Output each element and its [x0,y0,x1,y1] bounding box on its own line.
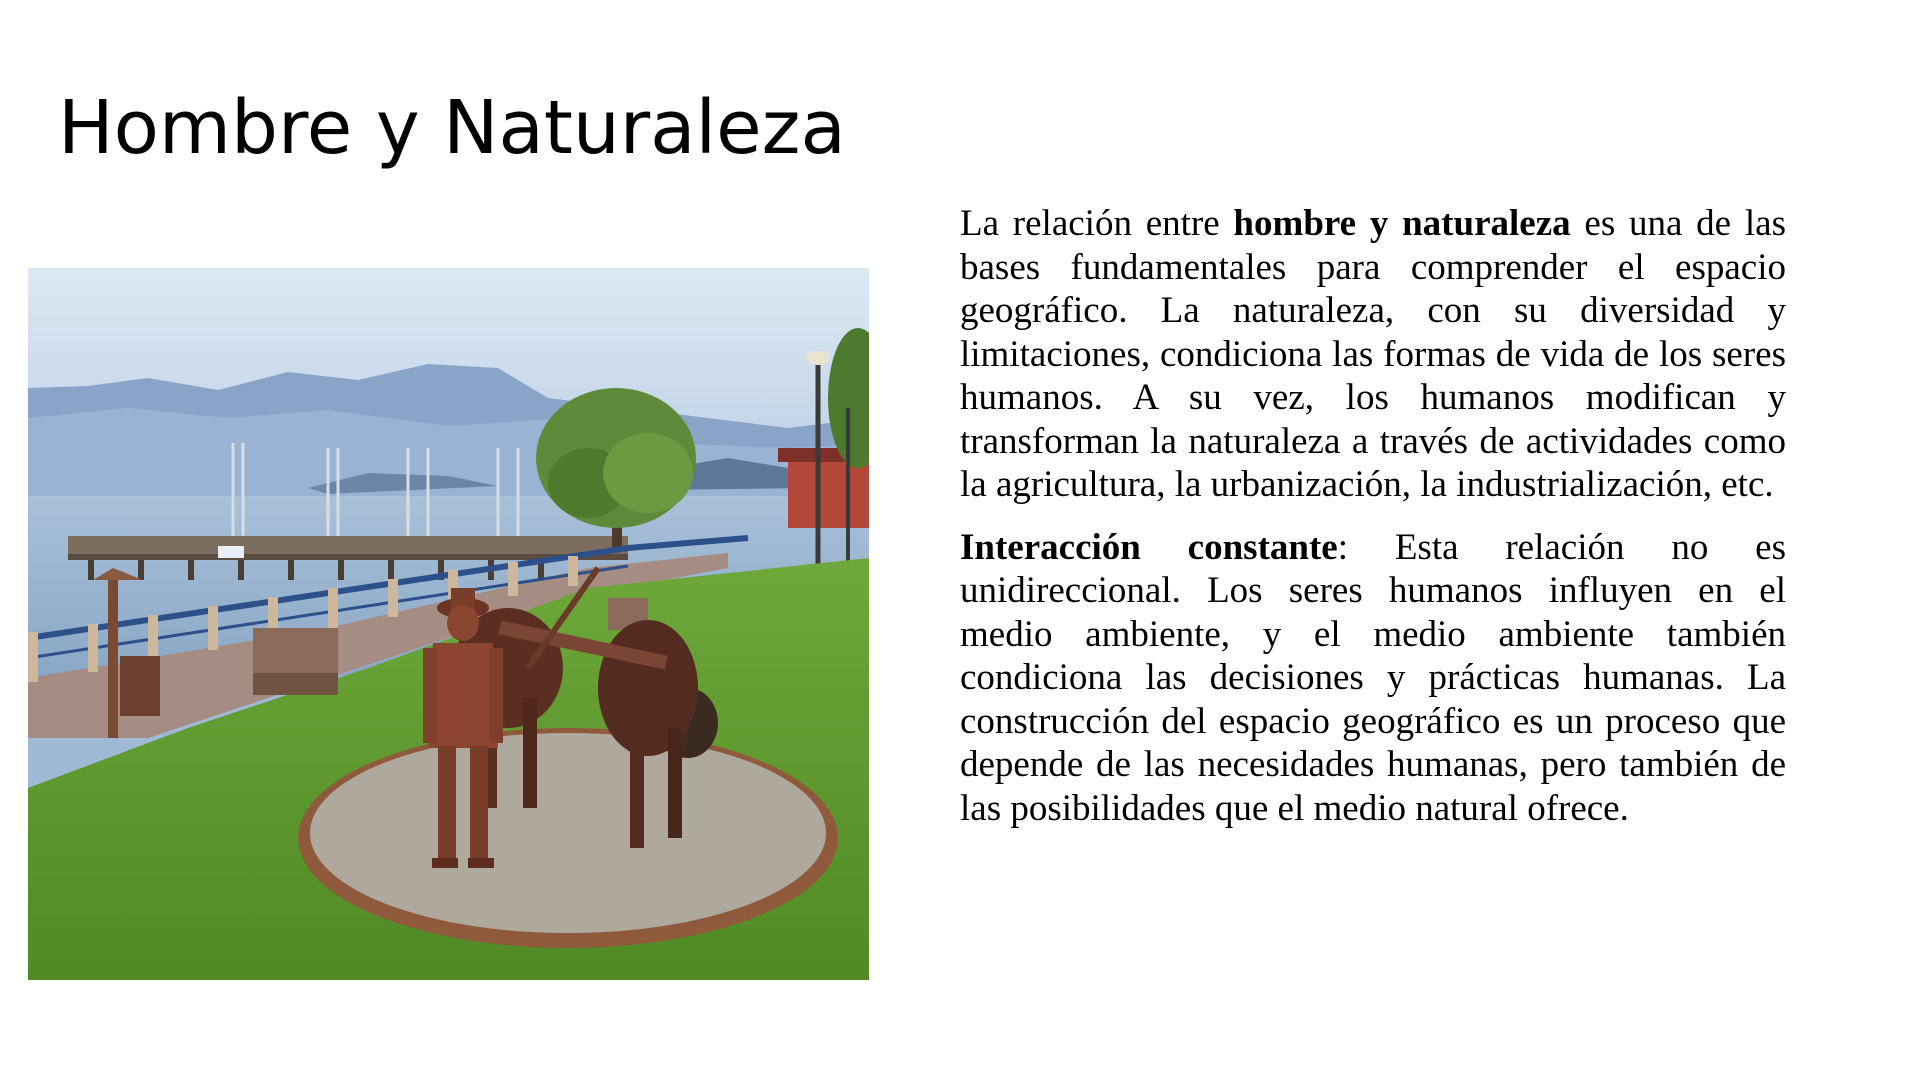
paragraph-2-heading: Interacción constante [960,526,1338,568]
paragraph-1-intro: La relación entre [960,203,1234,244]
paragraph-1-body: es una de las bases fundamentales para comprender el espacio geográfico. La naturaleza, con su diversidad y limitaciones, condiciona las formas de vida de los seres humanos. A su vez, los humanos modifican y transforman la naturaleza a través de actividades como la agricultura, la urbanización, la industrialización, etc. [960,203,1786,505]
photo-illustration [28,268,869,980]
paragraph-1-highlight: hombre y naturaleza [1233,203,1571,244]
paragraph-2-body: : Esta relación no es unidireccional. Los seres humanos influyen en el medio ambiente, y el medio ambiente también condiciona las decisiones y prácticas humanas. La construcción del espacio geográfico es un proceso que depende de las necesidades humanas, pero también de las posibilidades que el medio natural ofrece. [960,526,1786,829]
lakeside-sculpture-photo [28,268,869,980]
body-text [960,202,1786,849]
paragraph-relation [960,202,1786,507]
paragraph-interaction [960,526,1786,831]
slide-title: Hombre y Naturaleza [58,85,846,171]
